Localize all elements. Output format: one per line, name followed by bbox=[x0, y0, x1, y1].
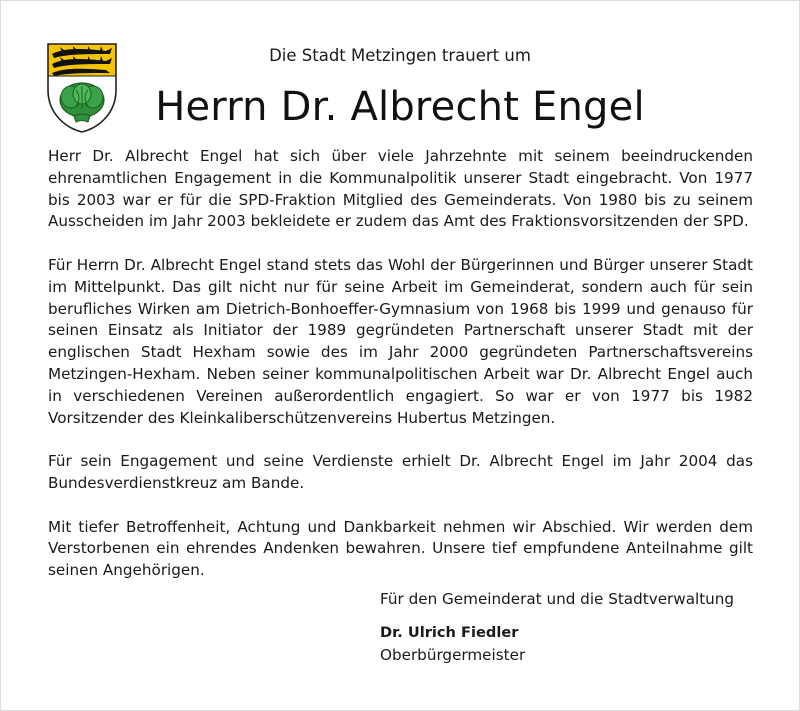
signature-block bbox=[380, 588, 734, 666]
obituary-body bbox=[48, 146, 753, 604]
signature-org: Für den Gemeinderat und die Stadtverwaltung bbox=[380, 590, 735, 608]
deceased-name-heading: Herrn Dr. Albrecht Engel bbox=[155, 84, 645, 130]
paragraph-3: Für sein Engagement und seine Verdienste erhielt Dr. Albrecht Engel im Jahr 2004 das Bundesverdienstkreuz am Bande. bbox=[48, 452, 753, 492]
paragraph-4: Mit tiefer Betroffenheit, Achtung und Dankbarkeit nehmen wir Abschied. Wir werden dem Verstorbenen ein ehrendes Andenken bewahren. Unsere tief empfundene Anteilnahme gilt seinen Angehörigen. bbox=[48, 517, 753, 580]
intro-line: Die Stadt Metzingen trauert um bbox=[269, 46, 531, 65]
paragraph-1: Herr Dr. Albrecht Engel hat sich über viele Jahrzehnte mit seinem beeindruckenden ehrenamtlichen Engagement in die Kommunalpolitik unserer Stadt eingebracht. Von 1977 bis 2003 war er für die SPD-Fraktion Mitglied des Gemeinderats. Von 1980 bis zu seinem Ausscheiden im Jahr 2003 bekleidete er zudem das Amt des Fraktionsvorsitzenden der SPD. bbox=[48, 147, 753, 231]
metzingen-coat-of-arms-icon bbox=[46, 42, 118, 134]
signer-name: Dr. Ulrich Fiedler bbox=[380, 624, 519, 641]
paragraph-2: Für Herrn Dr. Albrecht Engel stand stets das Wohl der Bürgerinnen und Bürger unserer Stadt im Mittelpunkt. Das gilt nicht nur für seine Arbeit im Gemeinderat, sondern auch für sein berufliches Wirken am Dietrich-Bonhoeffer-Gymnasium von 1968 bis 1999 und genauso für seinen Einsatz als Initiator der 1989 gegründeten Partnerschaft unserer Stadt mit der englischen Stadt Hexham sowie des im Jahr 2000 gegründeten Partnerschaftsvereins Metzingen-Hexham. Neben seiner kommunalpolitischen Arbeit war Dr. Albrecht Engel auch in verschiedenen Vereinen außerordentlich engagiert. So war er von 1977 bis 1982 Vorsitzender des Kleinkaliberschützenvereins Hubertus Metzingen. bbox=[48, 255, 753, 427]
signer-role: Oberbürgermeister bbox=[380, 646, 526, 664]
